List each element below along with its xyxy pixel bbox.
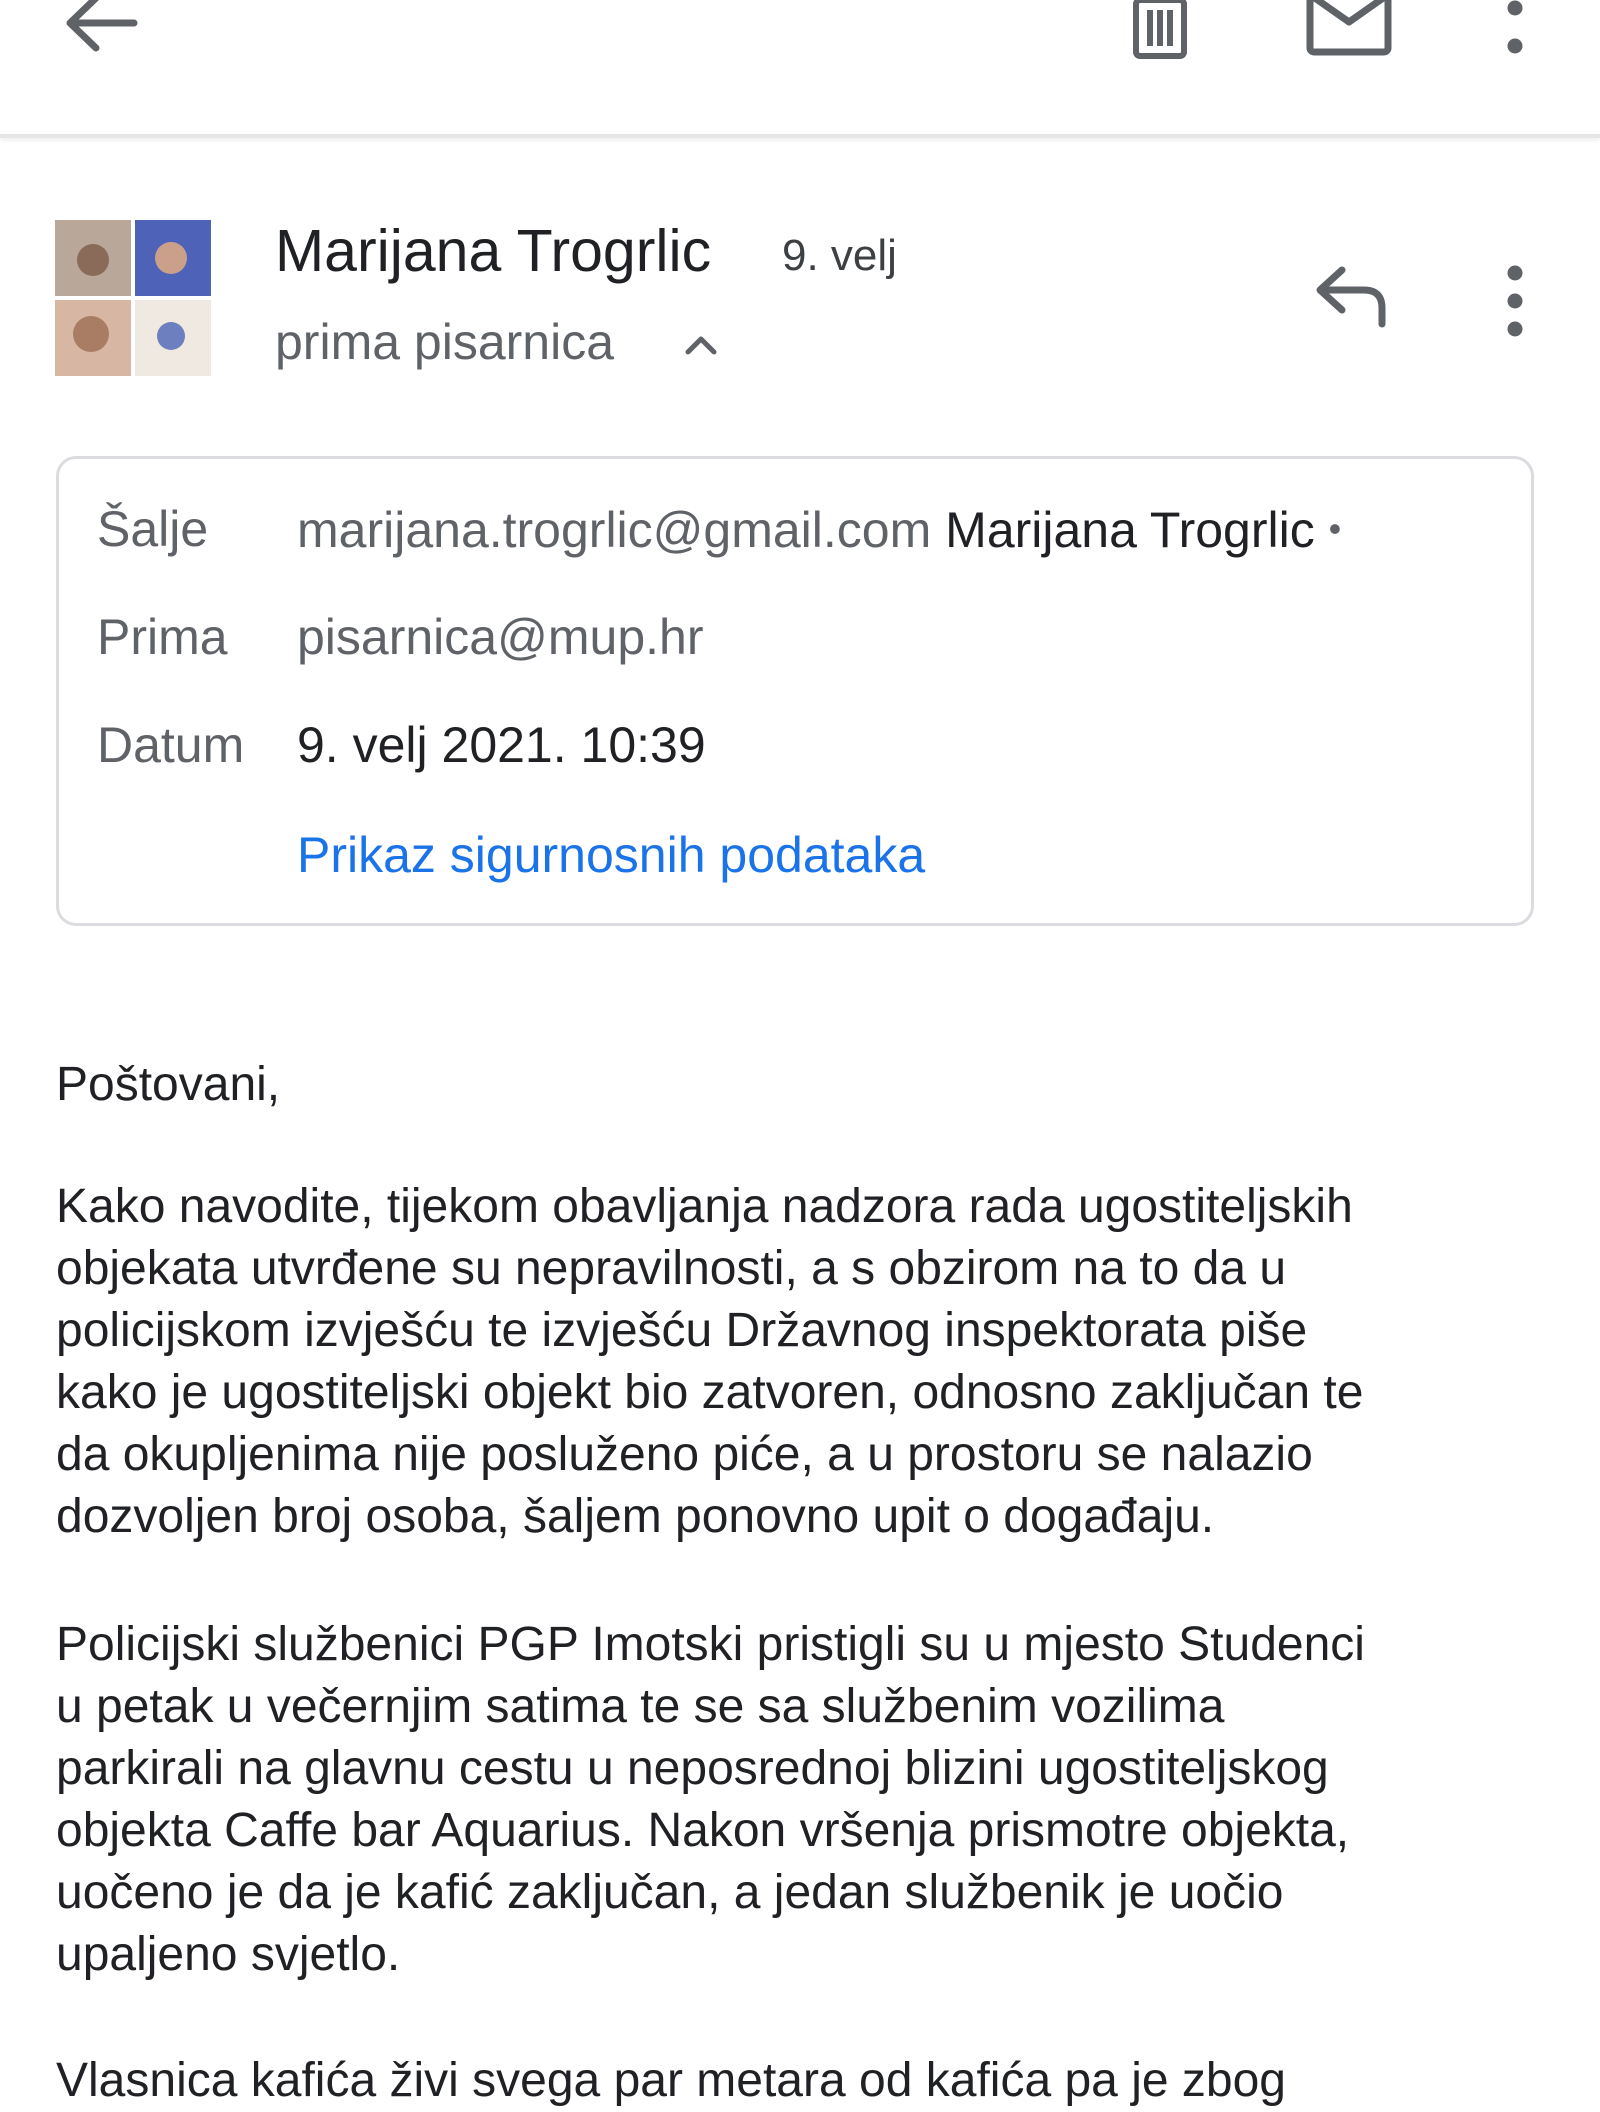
- from-label: Šalje: [97, 501, 209, 557]
- separator-dot: •: [1328, 508, 1342, 549]
- sender-name[interactable]: Marijana Trogrlic: [275, 218, 712, 284]
- more-vert-icon[interactable]: [1500, 0, 1530, 62]
- email-greeting: [56, 1054, 1556, 1116]
- date-value: 9. velj 2021. 10:39: [297, 717, 706, 773]
- mail-icon[interactable]: [1306, 0, 1392, 56]
- chevron-up-icon[interactable]: [680, 324, 722, 366]
- trash-icon[interactable]: [1128, 0, 1192, 62]
- from-email[interactable]: marijana.trogrlic@gmail.com: [297, 502, 932, 558]
- to-label: Prima: [97, 609, 228, 665]
- paragraph-text: Policijski službenici PGP Imotski pristigli su u mjesto Studenci u petak u večernjim satima te se sa službenim vozilima parkirali na glavnu cestu u neposrednoj blizini ugostiteljskog objekta Caffe bar Aquarius. Nakon vršenja prismotre objekta, uočeno je da je kafić zaključan, a jedan službenik je uočio upaljeno svjetlo.: [56, 1618, 1365, 1981]
- arrow-back-icon[interactable]: [60, 0, 140, 60]
- greeting-text: Poštovani,: [56, 1058, 281, 1111]
- message-details-card: [56, 456, 1534, 926]
- avatar-photo-collage: [55, 220, 211, 376]
- top-app-bar: [0, 0, 1600, 138]
- email-paragraph: [56, 2050, 1556, 2112]
- paragraph-text: Kako navodite, tijekom obavljanja nadzora rada ugostiteljskih objekata utvrđene su nepravilnosti, a s obzirom na to da u policijskom izvješću te izvješću Državnog inspektorata piše kako je ugostiteljski objekt bio zatvoren, odnosno zaključan te da okupljenima nije posluženo piće, a u prostoru se nalazio dozvoljen broj osoba, šaljem ponovno upit o događaju.: [56, 1180, 1364, 1543]
- security-details-link[interactable]: Prikaz sigurnosnih podataka: [297, 827, 926, 883]
- email-paragraph: [56, 1176, 1556, 1548]
- reply-icon[interactable]: [1312, 266, 1390, 328]
- more-vert-icon[interactable]: [1500, 264, 1530, 338]
- to-email[interactable]: pisarnica@mup.hr: [297, 609, 704, 665]
- message-date: 9. velj: [782, 231, 897, 280]
- date-label: Datum: [97, 717, 245, 773]
- email-paragraph: [56, 1614, 1556, 1986]
- recipient-summary[interactable]: prima pisarnica: [275, 314, 615, 370]
- from-value: [297, 499, 1341, 560]
- from-name: Marijana Trogrlic: [945, 502, 1315, 558]
- avatar[interactable]: [55, 220, 211, 376]
- paragraph-text: Vlasnica kafića živi svega par metara od kafića pa je zbog: [56, 2054, 1286, 2107]
